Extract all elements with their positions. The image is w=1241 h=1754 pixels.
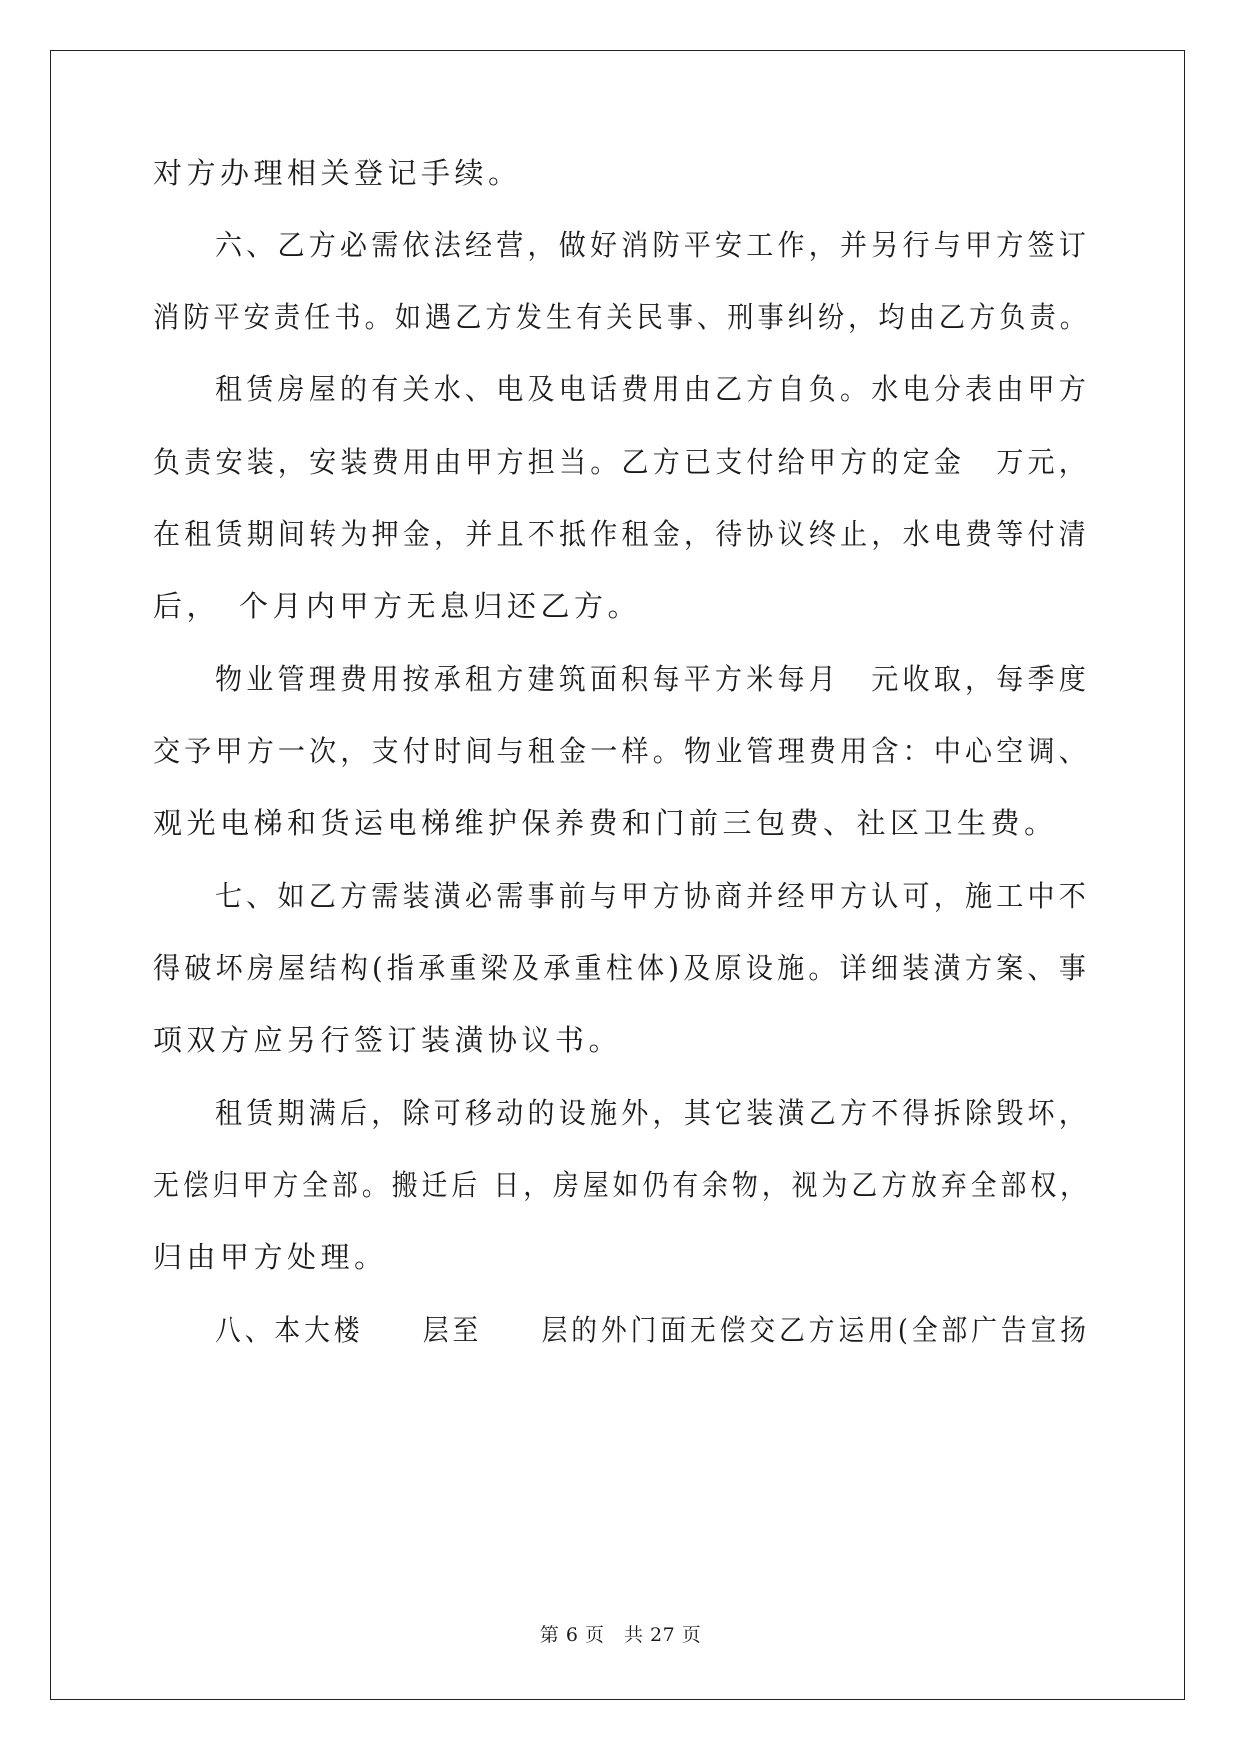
text-line: 在租赁期间转为押金，并且不抵作租金，待协议终止，水电费等付清 [153, 517, 1090, 551]
text-line: 得破坏房屋结构(指承重梁及承重柱体)及原设施。详细装潢方案、事 [153, 951, 1090, 985]
text-line: 消防平安责任书。如遇乙方发生有关民事、刑事纠纷，均由乙方负责。 [153, 300, 1090, 334]
text-line: 无偿归甲方全部。搬迁后 日，房屋如仍有余物，视为乙方放弃全部权， [153, 1168, 1090, 1202]
text-line: 物业管理费用按承租方建筑面积每平方米每月 元收取，每季度 [215, 662, 1090, 696]
text-line: 观光电梯和货运电梯维护保养费和门前三包费、社区卫生费。 [153, 806, 1058, 840]
text-line: 项双方应另行签订装潢协议书。 [153, 1023, 623, 1057]
text-line: 租赁期满后，除可移动的设施外，其它装潢乙方不得拆除毁坏， [215, 1096, 1090, 1130]
text-line: 七、如乙方需装潢必需事前与甲方协商并经甲方认可，施工中不 [215, 879, 1090, 913]
text-line: 归由甲方处理。 [153, 1240, 388, 1274]
text-line: 负责安装，安装费用由甲方担当。乙方已支付给甲方的定金 万元， [153, 445, 1090, 479]
page-number-label: 第 6 页 共 27 页 [539, 1624, 702, 1646]
page-number-footer [0, 1623, 1241, 1647]
text-line: 六、乙方必需依法经营，做好消防平安工作，并另行与甲方签订 [215, 228, 1090, 262]
text-line: 对方办理相关登记手续。 [153, 156, 522, 190]
text-line: 八、本大楼 层至 层的外门面无偿交乙方运用(全部广告宣扬 [215, 1313, 1090, 1347]
text-line: 交予甲方一次，支付时间与租金一样。物业管理费用含：中心空调、 [153, 734, 1090, 768]
text-line: 租赁房屋的有关水、电及电话费用由乙方自负。水电分表由甲方 [215, 372, 1090, 406]
text-line: 后， 个月内甲方无息归还乙方。 [153, 589, 642, 623]
